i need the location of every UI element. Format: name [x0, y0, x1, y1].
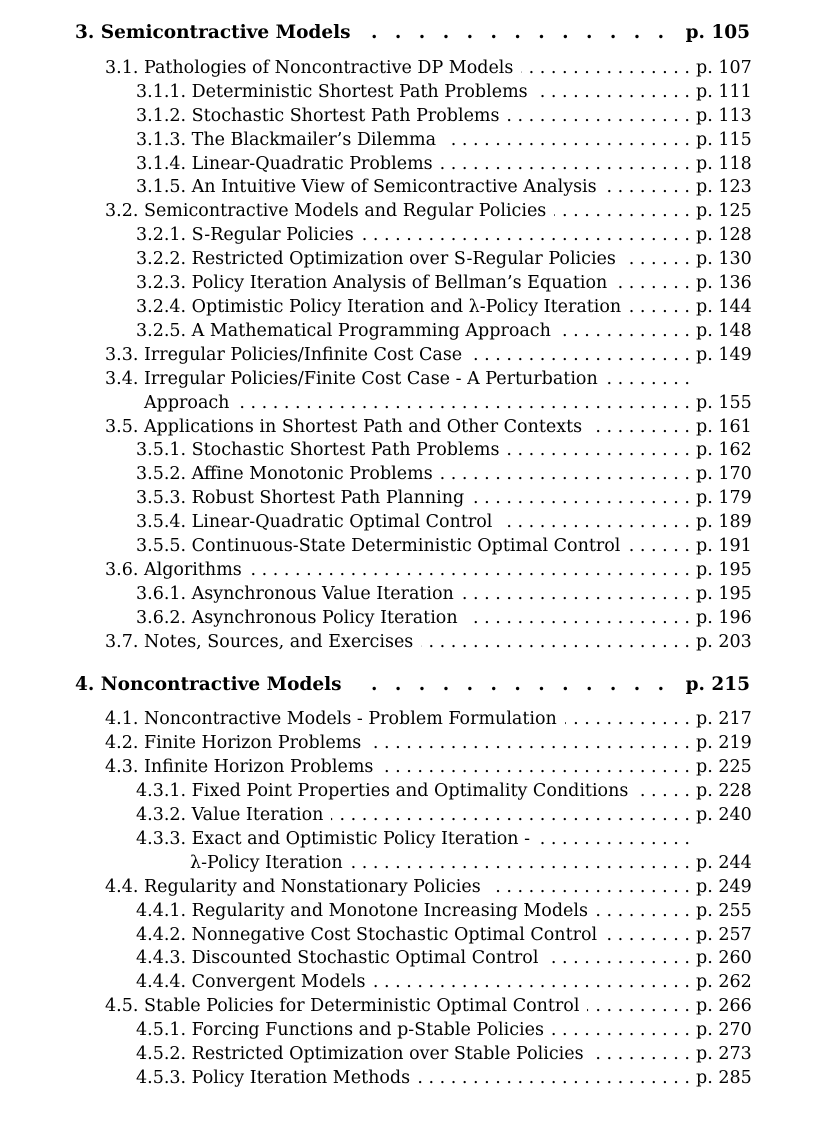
dot-leader [508, 438, 690, 462]
page-number: p. 273 [696, 1044, 752, 1064]
page-number: p. 162 [696, 440, 752, 460]
dot-leader [362, 223, 690, 247]
dot-leader [466, 606, 690, 630]
entry-title: 3.6.2. Asynchronous Policy Iteration [136, 608, 458, 628]
entry-title: 3.5.1. Stochastic Shortest Path Problems [136, 440, 500, 460]
dot-leader [554, 199, 690, 223]
page-number: p. 148 [696, 321, 752, 341]
dot-leader [373, 970, 690, 994]
toc-entry[interactable] [136, 1018, 750, 1042]
entry-title: 3.2.2. Restricted Optimization over S-Regular Policies [136, 249, 616, 269]
dot-leader [629, 295, 690, 319]
entry-title: 4.4.4. Convergent Models [136, 972, 366, 992]
toc-entry[interactable] [105, 343, 750, 367]
toc-entry[interactable] [105, 755, 750, 779]
toc-entry[interactable] [105, 415, 750, 439]
page-number: p. 257 [696, 925, 752, 945]
dot-leader [421, 630, 690, 654]
toc-entry[interactable] [136, 923, 750, 947]
dot-leader [624, 247, 690, 271]
dot-leader [606, 367, 690, 391]
page-number: p. 285 [696, 1068, 752, 1088]
entry-title: 3.1.2. Stochastic Shortest Path Problems [136, 106, 500, 126]
dot-leader [636, 779, 690, 803]
page-number: p. 161 [696, 417, 752, 437]
dot-leader [489, 875, 690, 899]
page-number: p. 196 [696, 608, 752, 628]
entry-title: 4.4. Regularity and Nonstationary Policies [105, 877, 481, 897]
page-number: p. 136 [696, 273, 752, 293]
page-number: p. 260 [696, 948, 752, 968]
page-number: p. 266 [696, 996, 752, 1016]
toc-entry[interactable] [136, 295, 750, 319]
toc-entry-continuation[interactable] [144, 391, 750, 415]
entry-title: 3.5.4. Linear-Quadratic Optimal Control [136, 512, 493, 532]
toc-entry[interactable] [136, 582, 750, 606]
toc-entry[interactable] [105, 199, 750, 223]
page-number: p. 130 [696, 249, 752, 269]
dot-leader [508, 104, 690, 128]
toc-entry[interactable] [136, 1042, 750, 1066]
entry-title: 3.2.3. Policy Iteration Analysis of Bellman’s Equation [136, 273, 608, 293]
dot-leader [500, 510, 690, 534]
entry-title: 4.5.2. Restricted Optimization over Stable Policies [136, 1044, 584, 1064]
entry-title: 3.1.3. The Blackmailer’s Dilemma [136, 130, 437, 150]
toc-entry[interactable] [136, 223, 750, 247]
dot-leader [587, 994, 690, 1018]
page-number: p. 144 [696, 297, 752, 317]
entry-title: Approach [144, 393, 230, 413]
entry-title: 3.6.1. Asynchronous Value Iteration [136, 584, 454, 604]
entry-title: 3.6. Algorithms [105, 560, 242, 580]
entry-title: 4.5.1. Forcing Functions and p-Stable Policies [136, 1020, 544, 1040]
dot-leader [565, 707, 690, 731]
chapter-3-heading[interactable] [75, 21, 750, 45]
toc-entry[interactable] [136, 970, 750, 994]
dot-leader [546, 946, 690, 970]
entry-title: 3.3. Irregular Policies/Infinite Cost Case [105, 345, 463, 365]
entry-title: 3.1.5. An Intuitive View of Semicontractive Analysis [136, 177, 597, 197]
entry-title: 3.5. Applications in Shortest Path and Other Contexts [105, 417, 583, 437]
toc-entry[interactable] [105, 707, 750, 731]
entry-title: 3.2. Semicontractive Models and Regular Policies [105, 201, 547, 221]
dot-leader [472, 486, 690, 510]
dot-leader [237, 391, 690, 415]
page-number: p. 225 [696, 757, 752, 777]
page-number: p. 118 [696, 154, 752, 174]
toc-entry[interactable] [136, 803, 750, 827]
page-number: p. 215 [685, 674, 750, 695]
page-number: p. 113 [696, 106, 752, 126]
page-number: p. 123 [696, 177, 752, 197]
dot-leader [615, 271, 690, 295]
page-number: p. 191 [696, 536, 752, 556]
dot-leader [365, 21, 670, 45]
dot-leader [369, 731, 690, 755]
page-number: p. 195 [696, 560, 752, 580]
page-number: p. 125 [696, 201, 752, 221]
dot-leader [381, 755, 690, 779]
entry-title: 3.2.4. Optimistic Policy Iteration and λ-Policy Iteration [136, 297, 622, 317]
dot-leader [521, 56, 690, 80]
toc-entry[interactable] [136, 946, 750, 970]
page-number: p. 203 [696, 632, 752, 652]
toc-entry[interactable] [136, 438, 750, 462]
toc-entry[interactable] [136, 606, 750, 630]
dot-leader [462, 582, 690, 606]
entry-title: 4.3.2. Value Iteration [136, 805, 324, 825]
page-number: p. 255 [696, 901, 752, 921]
page-number: p. 219 [696, 733, 752, 753]
page-number: p. 149 [696, 345, 752, 365]
dot-leader [331, 803, 690, 827]
entry-title: 4.4.1. Regularity and Monotone Increasing Models [136, 901, 588, 921]
entry-title: 4.1. Noncontractive Models - Problem Formulation [105, 709, 557, 729]
dot-leader [552, 1018, 690, 1042]
toc-entry[interactable] [105, 731, 750, 755]
toc-entry[interactable] [105, 994, 750, 1018]
toc-entry[interactable] [105, 56, 750, 80]
toc-entry[interactable] [105, 558, 750, 582]
page-number: p. 270 [696, 1020, 752, 1040]
page-number: p. 170 [696, 464, 752, 484]
entry-title: 4.5.3. Policy Iteration Methods [136, 1068, 411, 1088]
page-number: p. 244 [696, 853, 752, 873]
entry-title: 3.4. Irregular Policies/Finite Cost Case - A Perturbation [105, 369, 598, 389]
dot-leader [605, 175, 690, 199]
page-number: p. 189 [696, 512, 752, 532]
page-number: p. 195 [696, 584, 752, 604]
dot-leader [536, 80, 690, 104]
toc-entry[interactable] [105, 367, 750, 391]
dot-leader [441, 152, 690, 176]
page-number: p. 262 [696, 972, 752, 992]
toc-entry[interactable] [136, 534, 750, 558]
dot-leader [559, 319, 690, 343]
entry-title: 4.4.2. Nonnegative Cost Stochastic Optimal Control [136, 925, 598, 945]
page-number: p. 217 [696, 709, 752, 729]
entry-title: 3.1.1. Deterministic Shortest Path Problems [136, 82, 528, 102]
toc-entry-continuation[interactable] [190, 851, 750, 875]
toc-entry[interactable] [136, 175, 750, 199]
entry-title: 3.7. Notes, Sources, and Exercises [105, 632, 414, 652]
dot-leader [590, 415, 690, 439]
dot-leader [351, 851, 690, 875]
toc-entry[interactable] [136, 779, 750, 803]
toc-entry[interactable] [136, 1066, 750, 1090]
toc-entry[interactable] [136, 510, 750, 534]
dot-leader [444, 128, 690, 152]
dot-leader [628, 534, 690, 558]
entry-title: 4.3.1. Fixed Point Properties and Optimality Conditions [136, 781, 629, 801]
chapter-title: 3. Semicontractive Models [75, 22, 351, 43]
dot-leader [596, 899, 690, 923]
entry-title: 3.1. Pathologies of Noncontractive DP Models [105, 58, 514, 78]
dot-leader [592, 1042, 690, 1066]
dot-leader [418, 1066, 690, 1090]
entry-title: 4.4.3. Discounted Stochastic Optimal Control [136, 948, 539, 968]
entry-title: 3.1.4. Linear-Quadratic Problems [136, 154, 433, 174]
page-number: p. 240 [696, 805, 752, 825]
dot-leader [538, 827, 690, 851]
toc-entry[interactable] [136, 247, 750, 271]
entry-title: 3.5.5. Continuous-State Deterministic Optimal Control [136, 536, 621, 556]
toc-entry[interactable] [105, 875, 750, 899]
entry-title: 3.2.1. S-Regular Policies [136, 225, 354, 245]
toc-entry[interactable] [136, 152, 750, 176]
chapter-title: 4. Noncontractive Models [75, 674, 342, 695]
toc-entry[interactable] [136, 827, 750, 851]
dot-leader [605, 923, 690, 947]
chapter-4-heading[interactable] [75, 673, 750, 697]
toc-entry[interactable] [105, 630, 750, 654]
dot-leader [470, 343, 690, 367]
page-number: p. 107 [696, 58, 752, 78]
entry-title: 3.5.3. Robust Shortest Path Planning [136, 488, 465, 508]
dot-leader [356, 673, 670, 697]
page-number: p. 128 [696, 225, 752, 245]
page-number: p. 228 [696, 781, 752, 801]
toc-entry[interactable] [136, 271, 750, 295]
toc-entry[interactable] [136, 486, 750, 510]
toc-entry[interactable] [136, 128, 750, 152]
dot-leader [441, 462, 690, 486]
toc-entry[interactable] [136, 462, 750, 486]
toc-entry[interactable] [136, 899, 750, 923]
page-number: p. 249 [696, 877, 752, 897]
entry-title: 4.2. Finite Horizon Problems [105, 733, 362, 753]
entry-title: 3.2.5. A Mathematical Programming Approach [136, 321, 551, 341]
entry-title: 3.5.2. Affine Monotonic Problems [136, 464, 433, 484]
page-number: p. 105 [685, 22, 750, 43]
page-number: p. 155 [696, 393, 752, 413]
page-number: p. 115 [696, 130, 752, 150]
entry-title: 4.3. Infinite Horizon Problems [105, 757, 374, 777]
dot-leader [250, 558, 690, 582]
page-number: p. 111 [696, 82, 752, 102]
toc-entry[interactable] [136, 104, 750, 128]
entry-title: 4.3.3. Exact and Optimistic Policy Iteration - [136, 829, 530, 849]
toc-entry[interactable] [136, 319, 750, 343]
entry-title: 4.5. Stable Policies for Deterministic Optimal Control [105, 996, 580, 1016]
page-number: p. 179 [696, 488, 752, 508]
toc-entry[interactable] [136, 80, 750, 104]
entry-title: λ-Policy Iteration [190, 853, 343, 873]
